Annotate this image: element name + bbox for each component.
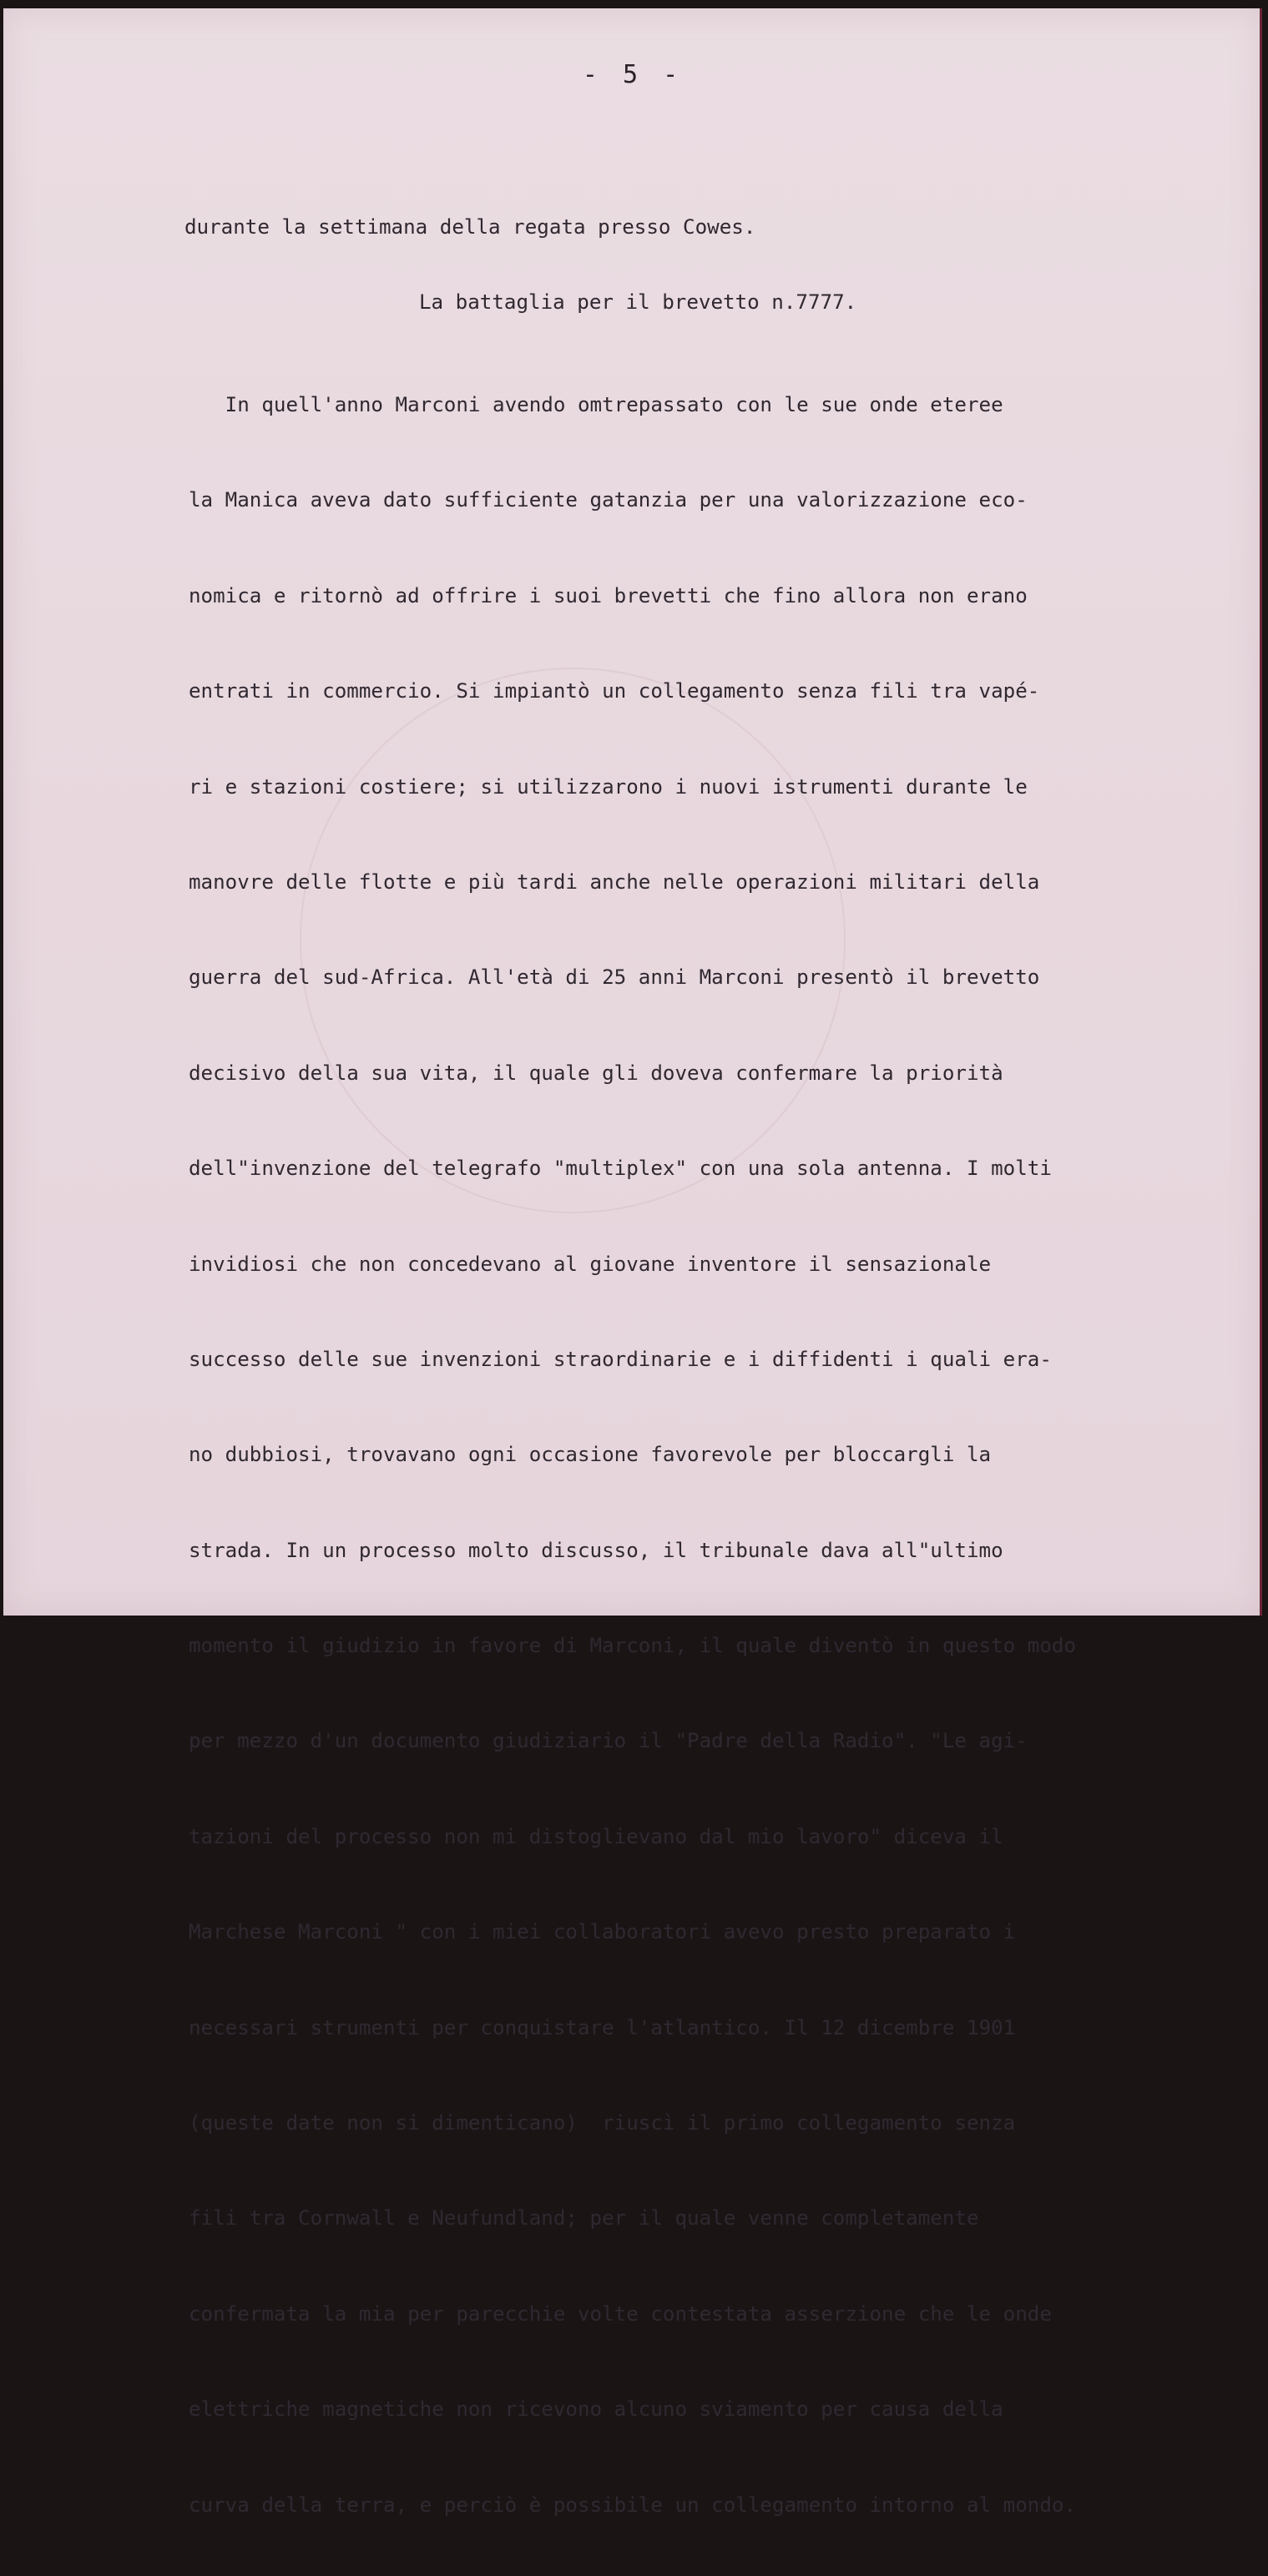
body-line: Marchese Marconi " con i miei collaboratori avevo presto preparato i bbox=[189, 1920, 1016, 1944]
body-line: momento il giudizio in favore di Marconi, il quale diventò in questo modo bbox=[189, 1634, 1077, 1658]
body-text bbox=[189, 334, 1076, 2576]
body-line: ri e stazioni costiere; si utilizzarono i nuovi istrumenti durante le bbox=[189, 774, 1028, 799]
body-line: fili tra Cornwall e Neufundland; per il quale venne completamente bbox=[189, 2206, 979, 2231]
body-line: nomica e ritornò ad offrire i suoi brevetti che fino allora non erano bbox=[189, 583, 1028, 607]
body-line: guerra del sud-Africa. All'età di 25 anni Marconi presentò il brevetto bbox=[189, 965, 1040, 990]
body-line: elettriche magnetiche non ricevono alcuno sviamento per causa della bbox=[189, 2397, 1003, 2422]
body-line: dell"invenzione del telegrafo "multiplex" con una sola antenna. I molti bbox=[189, 1157, 1052, 1181]
body-line: manovre delle flotte e più tardi anche nelle operazioni militari della bbox=[189, 870, 1040, 894]
opening-line: durante la settimana della regata presso Cowes. bbox=[184, 215, 756, 239]
body-line: confermata la mia per parecchie volte contestata asserzione che le onde bbox=[189, 2301, 1052, 2326]
body-line: curva della terra, e perciò è possibile un collegamento intorno al mondo. bbox=[189, 2493, 1077, 2517]
body-line: entrati in commercio. Si impiantò un collegamento senza fili tra vapé- bbox=[189, 679, 1040, 703]
body-line: decisivo della sua vita, il quale gli doveva confermare la priorità bbox=[189, 1061, 1003, 1085]
body-line: (queste date non si dimenticano) riuscì il primo collegamento senza bbox=[189, 2111, 1016, 2135]
body-line: necessari strumenti per conquistare l'atlantico. Il 12 dicembre 1901 bbox=[189, 2015, 1016, 2039]
body-line: per mezzo d'un documento giudiziario il "Padre della Radio". "Le agi- bbox=[189, 1729, 1028, 1753]
body-line: successo delle sue invenzioni straordinarie e i diffidenti i quali era- bbox=[189, 1347, 1052, 1371]
page-number: - 5 - bbox=[582, 60, 684, 89]
body-line: la Manica aveva dato sufficiente gatanzia per una valorizzazione eco- bbox=[189, 488, 1028, 512]
body-line: tazioni del processo non mi distoglievano dal mio lavoro" diceva il bbox=[189, 1824, 1003, 1848]
document-page bbox=[3, 8, 1262, 2517]
page-edge bbox=[1260, 8, 1262, 1616]
body-line: In quell'anno Marconi avendo omtrepassato con le sue onde eteree bbox=[189, 393, 1003, 416]
section-heading: La battaglia per il brevetto n.7777. bbox=[419, 290, 857, 314]
body-line: strada. In un processo molto discusso, il tribunale dava all"ultimo bbox=[189, 1538, 1003, 1562]
body-line: no dubbiosi, trovavano ogni occasione favorevole per bloccargli la bbox=[189, 1443, 992, 1467]
body-line: invidiosi che non concedevano al giovane inventore il sensazionale bbox=[189, 1252, 992, 1276]
